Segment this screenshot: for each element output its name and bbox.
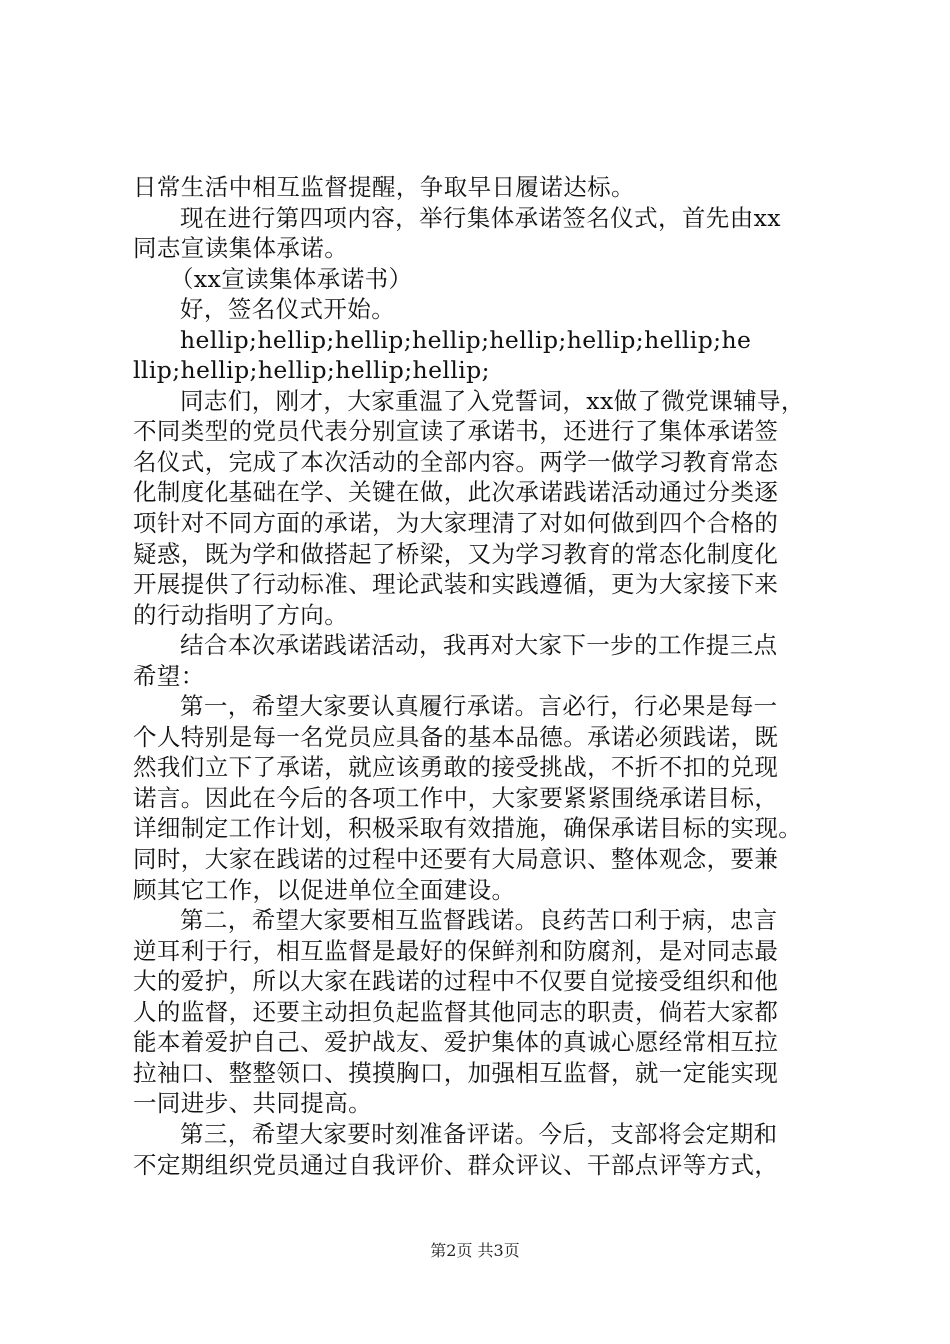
text-line: 疑惑，既为学和做搭起了桥梁，又为学习教育的常态化制度化 [133, 539, 779, 568]
document-body [133, 172, 833, 1180]
text-line: 详细制定工作计划，积极采取有效措施，确保承诺目标的实现。 [133, 814, 803, 843]
text-line: 名仪式，完成了本次活动的全部内容。两学一做学习教育常态 [133, 447, 779, 476]
text-line: 开展提供了行动标准、理论武装和实践遵循，更为大家接下来 [133, 570, 779, 599]
text-line: 第二，希望大家要相互监督践诺。良药苦口利于病，忠言 [180, 906, 778, 935]
text-line: 不同类型的党员代表分别宣读了承诺书，还进行了集体承诺签 [133, 417, 779, 446]
text-line: 第三，希望大家要时刻准备评诺。今后，支部将会定期和 [180, 1119, 778, 1148]
text-line: 顾其它工作，以促进单位全面建设。 [133, 875, 516, 904]
text-line: （xx宣读集体承诺书） [170, 264, 413, 293]
text-line: 日常生活中相互监督提醒，争取早日履诺达标。 [133, 173, 635, 201]
text-line: 然我们立下了承诺，就应该勇敢的接受挑战，不折不扣的兑现 [133, 753, 779, 782]
text-line: hellip;hellip;hellip;hellip;hellip;hellip;hellip;he [180, 325, 752, 354]
text-line: 人的监督，还要主动担负起监督其他同志的职责，倘若大家都 [133, 997, 779, 1026]
text-line: 的行动指明了方向。 [133, 600, 349, 629]
text-line: 同志宣读集体承诺。 [133, 234, 349, 263]
text-line: 不定期组织党员通过自我评价、群众评议、干部点评等方式， [133, 1150, 779, 1179]
text-line: 项针对不同方面的承诺，为大家理清了对如何做到四个合格的 [133, 509, 779, 538]
text-line: 拉袖口、整整领口、摸摸胸口，加强相互监督，就一定能实现 [133, 1058, 779, 1087]
text-line: 诺言。因此在今后的各项工作中，大家要紧紧围绕承诺目标， [133, 783, 779, 812]
text-line: 一同进步、共同提高。 [133, 1089, 372, 1118]
text-line: 能本着爱护自己、爱护战友、爱护集体的真诚心愿经常相互拉 [133, 1028, 779, 1057]
text-line: 个人特别是每一名党员应具备的基本品德。承诺必须践诺，既 [133, 722, 779, 751]
text-line: llip;hellip;hellip;hellip;hellip; [133, 356, 490, 385]
text-line: 化制度化基础在学、关键在做，此次承诺践诺活动通过分类逐 [133, 478, 779, 507]
page-number-footer: 第2页 共3页 [430, 1241, 520, 1260]
text-line: 好，签名仪式开始。 [180, 295, 396, 324]
text-line: 现在进行第四项内容，举行集体承诺签名仪式，首先由xx [180, 203, 781, 232]
text-line: 结合本次承诺践诺活动，我再对大家下一步的工作提三点 [180, 631, 778, 660]
text-line: 希望： [133, 661, 205, 690]
text-line: 同时，大家在践诺的过程中还要有大局意识、整体观念，要兼 [133, 845, 779, 874]
text-line: 大的爱护，所以大家在践诺的过程中不仅要自觉接受组织和他 [133, 967, 779, 996]
text-line: 同志们，刚才，大家重温了入党誓词，xx做了微党课辅导， [180, 386, 805, 415]
text-line: 逆耳利于行，相互监督是最好的保鲜剂和防腐剂，是对同志最 [133, 936, 779, 965]
text-line: 第一，希望大家要认真履行承诺。言必行，行必果是每一 [180, 692, 778, 721]
